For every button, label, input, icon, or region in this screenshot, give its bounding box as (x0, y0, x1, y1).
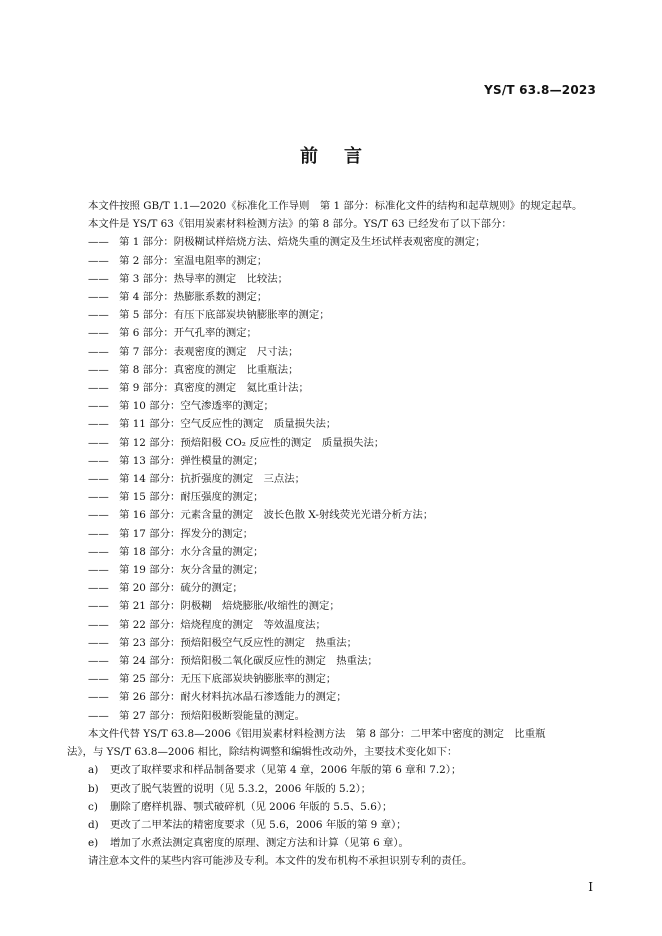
list-dash: —— (88, 655, 109, 668)
list-item (67, 397, 595, 415)
list-item-text: 第 4 部分：热膨胀系数的测定； (119, 291, 268, 304)
list-item (67, 780, 595, 798)
replace-paragraph-line-1: 本文件代替 YS/T 63.8—2006《铝用炭素材料检测方法 第 8 部分：二甲苯中密度的测定 比重瓶 (88, 727, 546, 740)
list-dash: —— (88, 473, 109, 486)
list-dash: —— (88, 509, 109, 522)
list-dash: —— (88, 254, 109, 267)
list-item (67, 834, 595, 852)
series-intro-paragraph: 本文件是 YS/T 63《铝用炭素材料检测方法》的第 8 部分。YS/T 63 已经发布了以下部分： (88, 218, 512, 231)
list-item-text: 第 2 部分：室温电阻率的测定； (119, 254, 268, 267)
page-number: I (588, 880, 593, 894)
list-item (67, 452, 595, 470)
list-dash: —— (88, 363, 109, 376)
list-dash: —— (88, 418, 109, 431)
list-dash: —— (88, 382, 109, 395)
list-item-text: 第 13 部分：弹性模量的测定； (119, 454, 264, 467)
parts-list (67, 233, 595, 724)
foreword-body (67, 197, 595, 871)
list-item (67, 379, 595, 397)
list-item (67, 343, 595, 361)
list-item-text: 第 20 部分：硫分的测定； (119, 582, 243, 595)
list-item-text: 第 5 部分：有压下底部炭块钠膨胀率的测定； (119, 309, 330, 322)
list-dash: —— (88, 309, 109, 322)
list-item-text: 第 17 部分：挥发分的测定； (119, 527, 254, 540)
list-item-text: 第 11 部分：空气反应性的测定 质量损失法； (119, 418, 337, 431)
list-item (67, 652, 595, 670)
list-item-text: 第 10 部分：空气渗透率的测定； (119, 400, 274, 413)
list-marker: c) (88, 800, 98, 813)
list-dash: —— (88, 709, 109, 722)
list-item-text: 第 19 部分：灰分含量的测定； (119, 564, 264, 577)
list-item-text: 第 8 部分：真密度的测定 比重瓶法； (119, 363, 299, 376)
list-item-text: 第 22 部分：焙烧程度的测定 等效温度法； (119, 618, 326, 631)
list-item (67, 361, 595, 379)
patent-note: 请注意本文件的某些内容可能涉及专利。本文件的发布机构不承担识别专利的责任。 (88, 855, 473, 868)
list-dash: —— (88, 400, 109, 413)
list-item (67, 306, 595, 324)
list-item-text: 第 12 部分：预焙阳极 CO₂ 反应性的测定 质量损失法； (119, 436, 385, 449)
list-item-text: 第 25 部分：无压下底部炭块钠膨胀率的测定； (119, 673, 337, 686)
list-item-text: 增加了水煮法测定真密度的原理、测定方法和计算（见第 6 章）。 (110, 837, 409, 850)
list-dash: —— (88, 454, 109, 467)
changes-list (67, 761, 595, 852)
list-dash: —— (88, 327, 109, 340)
list-marker: e) (88, 837, 99, 850)
list-item (67, 270, 595, 288)
list-item (67, 543, 595, 561)
list-item (67, 798, 595, 816)
list-item-text: 第 14 部分：抗折强度的测定 三点法； (119, 473, 306, 486)
list-item-text: 第 7 部分：表观密度的测定 尺寸法； (119, 345, 299, 358)
list-item (67, 525, 595, 543)
list-item-text: 第 6 部分：开气孔率的测定； (119, 327, 257, 340)
list-item-text: 第 1 部分：阴极糊试样焙烧方法、焙烧失重的测定及生坯试样表观密度的测定； (119, 236, 486, 249)
list-item-text: 更改了取样要求和样品制备要求（见第 4 章，2006 年版的第 6 章和 7.2）； (110, 764, 462, 777)
list-item-text: 第 3 部分：热导率的测定 比较法； (119, 272, 289, 285)
list-marker: d) (88, 818, 99, 831)
list-item (67, 488, 595, 506)
list-item-text: 第 23 部分：预焙阳极空气反应性的测定 热重法； (119, 636, 358, 649)
list-marker: b) (88, 782, 99, 795)
list-item-text: 更改了二甲苯法的精密度要求（见 5.6，2006 年版的第 9 章）； (110, 818, 407, 831)
list-item (67, 816, 595, 834)
list-dash: —— (88, 236, 109, 249)
list-item (67, 506, 595, 524)
list-marker: a) (88, 764, 99, 777)
list-item-text: 删除了磨样机器、颚式破碎机（见 2006 年版的 5.5、5.6）； (110, 800, 393, 813)
list-item (67, 288, 595, 306)
list-dash: —— (88, 600, 109, 613)
list-item-text: 第 21 部分：阴极糊 焙烧膨胀/收缩性的测定； (119, 600, 340, 613)
list-dash: —— (88, 673, 109, 686)
standard-number: YS/T 63.8—2023 (484, 83, 596, 97)
list-item (67, 670, 595, 688)
list-dash: —— (88, 545, 109, 558)
list-item (67, 324, 595, 342)
list-dash: —— (88, 636, 109, 649)
list-dash: —— (88, 564, 109, 577)
list-item (67, 252, 595, 270)
list-dash: —— (88, 527, 109, 540)
list-item-text: 第 9 部分：真密度的测定 氦比重计法； (119, 382, 309, 395)
list-dash: —— (88, 491, 109, 504)
list-item-text: 第 26 部分：耐火材料抗冰晶石渗透能力的测定； (119, 691, 347, 704)
list-item (67, 561, 595, 579)
page-title: 前言 (300, 146, 388, 167)
list-item (67, 470, 595, 488)
list-item-text: 第 27 部分：预焙阳极断裂能量的测定。 (119, 709, 306, 722)
list-item (67, 634, 595, 652)
list-item-text: 第 24 部分：预焙阳极二氧化碳反应性的测定 热重法； (119, 655, 378, 668)
list-item (67, 597, 595, 615)
list-dash: —— (88, 345, 109, 358)
list-dash: —— (88, 582, 109, 595)
list-dash: —— (88, 618, 109, 631)
list-item (67, 434, 595, 452)
replace-paragraph-line-2: 法》，与 YS/T 63.8—2006 相比，除结构调整和编辑性改动外，主要技术变化如下： (67, 746, 458, 759)
list-item (67, 688, 595, 706)
list-item (67, 415, 595, 433)
list-dash: —— (88, 691, 109, 704)
list-item-text: 第 18 部分：水分含量的测定； (119, 545, 264, 558)
list-item-text: 第 15 部分：耐压强度的测定； (119, 491, 264, 504)
list-item-text: 更改了脱气装置的说明（见 5.3.2，2006 年版的 5.2）； (110, 782, 372, 795)
list-item-text: 第 16 部分：元素含量的测定 波长色散 X-射线荧光光谱分析方法； (119, 509, 434, 522)
list-item (67, 707, 595, 725)
list-dash: —— (88, 436, 109, 449)
list-item (67, 579, 595, 597)
list-item (67, 616, 595, 634)
list-item (67, 761, 595, 779)
list-dash: —— (88, 272, 109, 285)
intro-paragraph: 本文件按照 GB/T 1.1—2020《标准化工作导则 第 1 部分：标准化文件的结构和起草规则》的规定起草。 (88, 200, 583, 212)
list-item (67, 233, 595, 251)
list-dash: —— (88, 291, 109, 304)
